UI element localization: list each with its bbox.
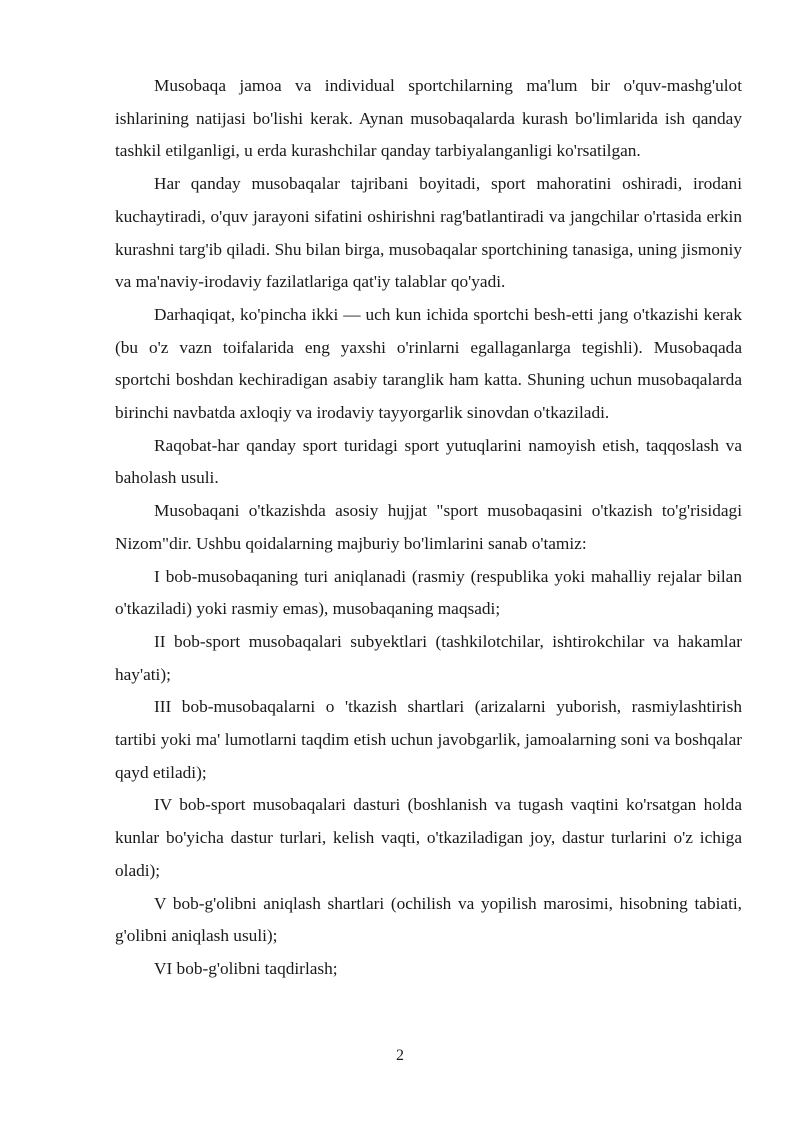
paragraph-6: I bob-musobaqaning turi aniqlanadi (rasmiy (respublika yoki mahalliy rejalar bilan o'tkaziladi) yoki rasmiy emas), musobaqaning maqsadi; <box>115 566 742 619</box>
paragraph-9: IV bob-sport musobaqalari dasturi (boshlanish va tugash vaqtini ko'rsatgan holda kunlar bo'yicha dastur turlari, kelish vaqti, o'tkaziladigan joy, dastur turlarini o'z ichiga oladi); <box>115 795 742 880</box>
paragraph-8: III bob-musobaqalarni o 'tkazish shartlari (arizalarni yuborish, rasmiylashtirish tartibi yoki ma' lumotlarni taqdim etish uchun javobgarlik, jamoalarning soni va boshqalar qayd etiladi); <box>115 697 742 782</box>
paragraph-1: Musobaqa jamoa va individual sportchilarning ma'lum bir o'quv-mashg'ulot ishlarining natijasi bo'lishi kerak. Aynan musobaqalarda kurash bo'limlarida ish qanday tashkil etilganligi, u erda kurashchilar qanday tarbiyalanganligi ko'rsatilgan. <box>115 76 742 161</box>
paragraph-3: Darhaqiqat, ko'pincha ikki — uch kun ichida sportchi besh-etti jang o'tkazishi kerak (bu o'z vazn toifalarida eng yaxshi o'rinlarni egallaganlarga tegishli). Musobaqada sportchi boshdan kechiradigan asabiy taranglik ham katta. Shuning uchun musobaqalarda birinchi navbatda axloqiy va irodaviy tayyorgarlik sinovdan o'tkaziladi. <box>115 304 742 423</box>
paragraph-5: Musobaqani o'tkazishda asosiy hujjat "sport musobaqasini o'tkazish to'g'risidagi Nizom"dir. Ushbu qoidalarning majburiy bo'limlarini sanab o'tamiz: <box>115 501 742 553</box>
paragraph-7: II bob-sport musobaqalari subyektlari (tashkilotchilar, ishtirokchilar va hakamlar hay'ati); <box>115 631 742 684</box>
document-page <box>115 70 742 986</box>
page-number: 2 <box>396 1047 404 1064</box>
paragraph-10: V bob-g'olibni aniqlash shartlari (ochilish va yopilish marosimi, hisobning tabiati, g'olibni aniqlash usuli); <box>115 893 742 946</box>
paragraph-2: Har qanday musobaqalar tajribani boyitadi, sport mahoratini oshiradi, irodani kuchaytiradi, o'quv jarayoni sifatini oshirishni rag'batlantiradi va jangchilar o'rtasida erkin kurashni targ'ib qiladi. Shu bilan birga, musobaqalar sportchining tanasiga, uning jismoniy va ma'naviy-irodaviy fazilatlariga qat'iy talablar qo'yadi. <box>115 174 742 292</box>
paragraph-4: Raqobat-har qanday sport turidagi sport yutuqlarini namoyish etish, taqqoslash va baholash usuli. <box>115 435 742 488</box>
paragraph-11: VI bob-g'olibni taqdirlash; <box>154 958 338 978</box>
